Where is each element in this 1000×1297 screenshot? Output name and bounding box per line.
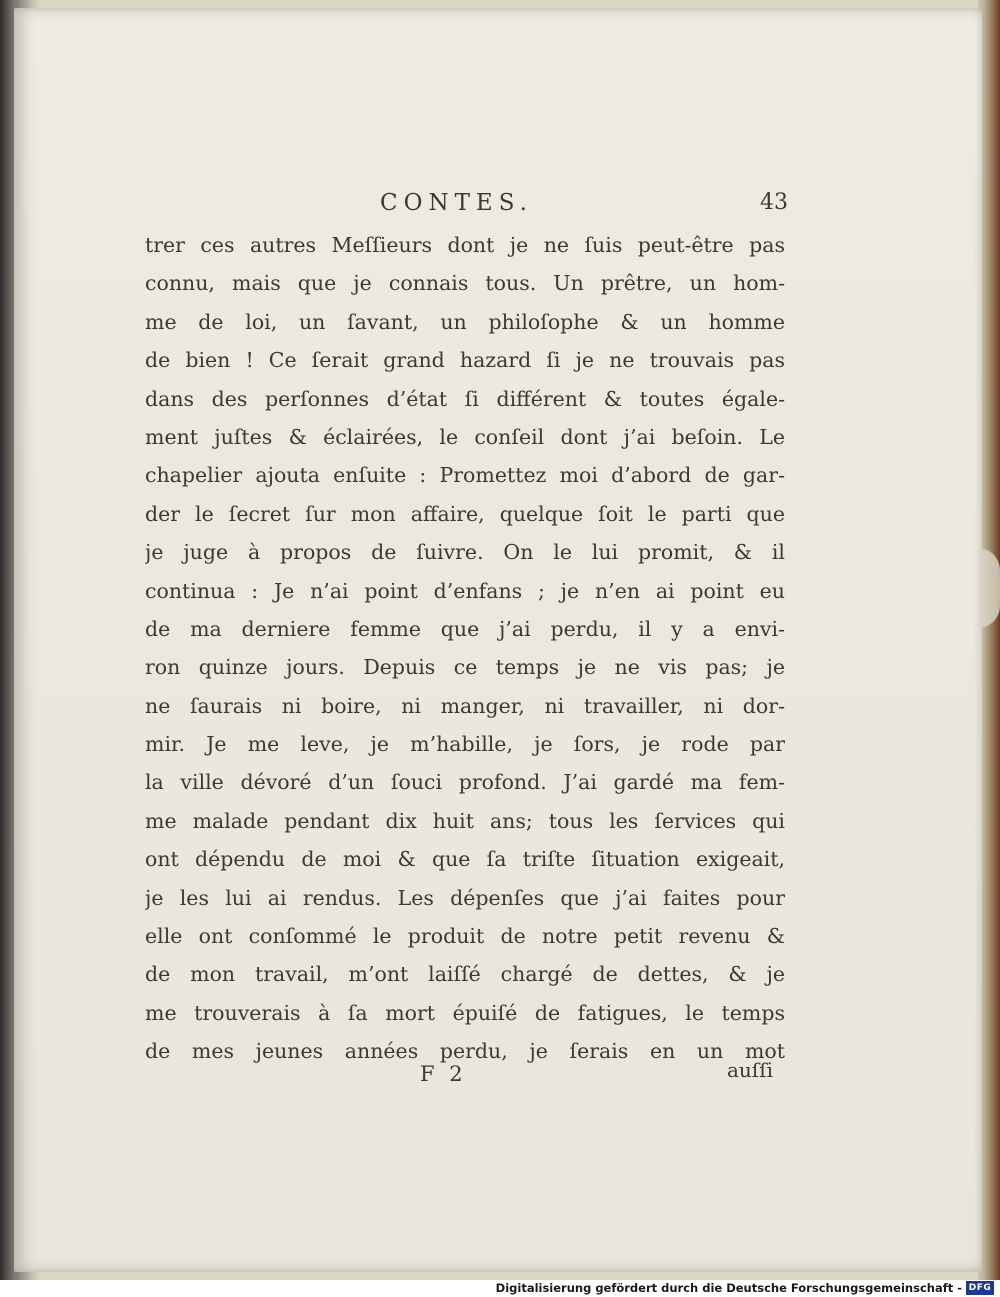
text-line: der le ſecret ſur mon affaire, quelque ſoit le parti que xyxy=(145,501,785,526)
running-head: CONTES. xyxy=(380,190,533,216)
text-line: ron quinze jours. Depuis ce temps je ne vis pas; je xyxy=(145,655,785,680)
text-line: de mon travail, m’ont laiſſé chargé de dettes, & je xyxy=(145,962,785,987)
dfg-logo: DFG xyxy=(966,1281,994,1295)
digitization-credit: Digitalisierung gefördert durch die Deutsche Forschungsgemeinschaft - xyxy=(495,1281,962,1295)
text-line: la ville dévoré d’un ſouci profond. J’ai gardé ma fem- xyxy=(145,770,785,795)
text-line: me trouverais à ſa mort épuiſé de fatigues, le temps xyxy=(145,1000,785,1025)
text-line: continua : Je n’ai point d’enfans ; je n’en ai point eu xyxy=(145,578,785,603)
signature-mark: F 2 xyxy=(420,1062,467,1086)
text-line: elle ont conſommé le produit de notre petit revenu & xyxy=(145,924,785,949)
text-line: dans des perſonnes d’état ſi différent & toutes égale- xyxy=(145,386,785,411)
text-line: ont dépendu de moi & que ſa triſte ſituation exigeait, xyxy=(145,847,785,872)
text-line: de ma derniere femme que j’ai perdu, il y a envi- xyxy=(145,616,785,641)
text-line: je les lui ai rendus. Les dépenſes que j’ai faites pour xyxy=(145,885,785,910)
text-line: ne ſaurais ni boire, ni manger, ni travailler, ni dor- xyxy=(145,693,785,718)
text-line: connu, mais que je connais tous. Un prêtre, un hom- xyxy=(145,271,785,296)
text-line: de bien ! Ce ſerait grand hazard ſi je ne trouvais pas xyxy=(145,348,785,373)
text-line: chapelier ajouta enſuite : Promettez moi d’abord de gar- xyxy=(145,463,785,488)
body-text xyxy=(145,226,785,1071)
book-binding-left xyxy=(0,0,14,1280)
catchword: auſſi xyxy=(727,1058,774,1082)
text-line: me de loi, un ſavant, un philoſophe & un homme xyxy=(145,309,785,334)
text-line: mir. Je me leve, je m’habille, je ſors, je rode par xyxy=(145,732,785,757)
page-number: 43 xyxy=(760,190,788,215)
text-line: ment juſtes & éclairées, le conſeil dont j’ai beſoin. Le xyxy=(145,424,785,449)
text-line: trer ces autres Meſſieurs dont je ne ſuis peut-être pas xyxy=(145,233,785,257)
text-line: de mes jeunes années perdu, je ſerais en un mot xyxy=(145,1039,785,1064)
text-line: me malade pendant dix huit ans; tous les ſervices qui xyxy=(145,808,785,833)
text-line: je juge à propos de ſuivre. On le lui promit, & il xyxy=(145,540,785,565)
